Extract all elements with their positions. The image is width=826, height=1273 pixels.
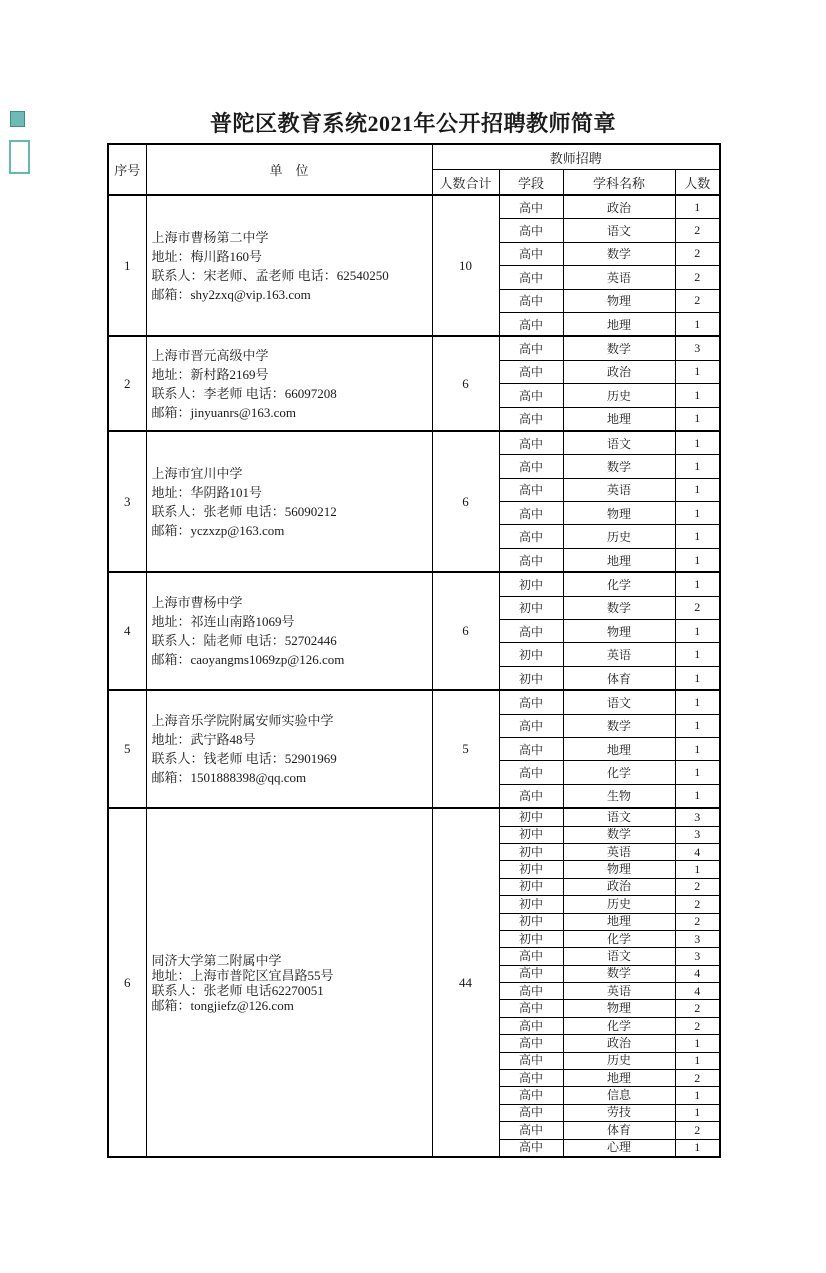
unit-info-line: 上海音乐学院附属安师实验中学	[151, 713, 334, 729]
unit-total: 6	[432, 572, 499, 690]
col-header-recruit-group: 教师招聘	[432, 144, 720, 170]
subject-cell: 数学	[563, 596, 675, 619]
unit-info-line: 同济大学第二附属中学	[151, 952, 282, 968]
stage-cell: 高中	[499, 948, 563, 965]
stage-cell: 高中	[499, 714, 563, 737]
col-header-index: 序号	[108, 144, 146, 195]
stage-cell: 高中	[499, 1035, 563, 1052]
subject-cell: 历史	[563, 1052, 675, 1069]
stage-cell: 初中	[499, 826, 563, 843]
count-cell: 2	[675, 242, 720, 265]
count-cell: 1	[675, 761, 720, 784]
subject-cell: 物理	[563, 502, 675, 525]
unit-info-line: 联系人：陆老师 电话：52702446	[151, 633, 337, 649]
count-cell: 2	[675, 1000, 720, 1017]
stage-cell: 高中	[499, 965, 563, 982]
count-cell: 4	[675, 965, 720, 982]
stage-cell: 初中	[499, 572, 563, 596]
subject-cell: 心理	[563, 1139, 675, 1157]
unit-info-line: 地址：新村路2169号	[151, 366, 269, 382]
subject-cell: 物理	[563, 289, 675, 312]
subject-cell: 政治	[563, 195, 675, 219]
subject-cell: 化学	[563, 1017, 675, 1034]
stage-cell: 高中	[499, 1000, 563, 1017]
table-header	[108, 144, 720, 195]
stage-cell: 初中	[499, 896, 563, 913]
subject-cell: 体育	[563, 1122, 675, 1139]
count-cell: 2	[675, 289, 720, 312]
unit-info-line: 联系人：李老师 电话：66097208	[151, 385, 337, 401]
count-cell: 2	[675, 913, 720, 930]
subject-cell: 政治	[563, 360, 675, 383]
stage-cell: 高中	[499, 983, 563, 1000]
subject-cell: 地理	[563, 407, 675, 431]
unit-info-line: 邮箱：1501888398@qq.com	[151, 770, 307, 786]
subject-cell: 数学	[563, 965, 675, 982]
count-cell: 3	[675, 948, 720, 965]
unit-index: 4	[108, 572, 146, 690]
count-cell: 3	[675, 826, 720, 843]
subject-cell: 地理	[563, 1070, 675, 1087]
stage-cell: 高中	[499, 502, 563, 525]
count-cell: 1	[675, 1035, 720, 1052]
subject-cell: 数学	[563, 455, 675, 478]
subject-cell: 地理	[563, 548, 675, 572]
stage-cell: 高中	[499, 384, 563, 407]
unit-info-line: 地址：上海市普陀区宜昌路55号	[151, 967, 334, 983]
count-cell: 3	[675, 336, 720, 360]
unit-info	[146, 808, 432, 1157]
stage-cell: 高中	[499, 1104, 563, 1121]
stage-cell: 初中	[499, 808, 563, 826]
count-cell: 1	[675, 525, 720, 548]
stage-cell: 高中	[499, 761, 563, 784]
position-row	[108, 195, 720, 219]
subject-cell: 地理	[563, 913, 675, 930]
unit-info-line: 邮箱：caoyangms1069zp@126.com	[151, 652, 345, 668]
table-body	[108, 195, 720, 1157]
stage-cell: 初中	[499, 861, 563, 878]
count-cell: 1	[675, 714, 720, 737]
subject-cell: 英语	[563, 983, 675, 1000]
col-header-unit: 单 位	[146, 144, 432, 195]
count-cell: 2	[675, 1122, 720, 1139]
annotation-stamp-icon	[9, 140, 30, 174]
subject-cell: 生物	[563, 784, 675, 808]
count-cell: 1	[675, 690, 720, 714]
stage-cell: 高中	[499, 478, 563, 501]
count-cell: 1	[675, 1087, 720, 1104]
subject-cell: 语文	[563, 219, 675, 242]
count-cell: 1	[675, 548, 720, 572]
position-row	[108, 808, 720, 826]
count-cell: 2	[675, 219, 720, 242]
col-header-subject: 学科名称	[563, 170, 675, 196]
unit-info-line: 联系人：张老师 电话：56090212	[151, 503, 337, 519]
subject-cell: 历史	[563, 896, 675, 913]
count-cell: 4	[675, 983, 720, 1000]
count-cell: 2	[675, 896, 720, 913]
count-cell: 2	[675, 1070, 720, 1087]
stage-cell: 高中	[499, 1052, 563, 1069]
stage-cell: 高中	[499, 737, 563, 760]
stage-cell: 高中	[499, 312, 563, 336]
unit-info-line: 联系人：钱老师 电话：52901969	[151, 751, 337, 767]
stage-cell: 高中	[499, 1070, 563, 1087]
recruitment-table	[107, 143, 721, 1158]
col-header-count: 人数	[675, 170, 720, 196]
count-cell: 1	[675, 478, 720, 501]
subject-cell: 语文	[563, 690, 675, 714]
subject-cell: 政治	[563, 878, 675, 895]
unit-total: 44	[432, 808, 499, 1157]
stage-cell: 初中	[499, 643, 563, 666]
count-cell: 1	[675, 1052, 720, 1069]
count-cell: 2	[675, 878, 720, 895]
unit-info-line: 上海市曹杨第二中学	[151, 229, 269, 245]
subject-cell: 英语	[563, 843, 675, 860]
count-cell: 1	[675, 643, 720, 666]
annotation-stamp-icon	[10, 111, 25, 127]
count-cell: 4	[675, 843, 720, 860]
stage-cell: 高中	[499, 525, 563, 548]
position-row	[108, 690, 720, 714]
stage-cell: 初中	[499, 930, 563, 947]
subject-cell: 英语	[563, 478, 675, 501]
count-cell: 1	[675, 360, 720, 383]
stage-cell: 高中	[499, 219, 563, 242]
stage-cell: 初中	[499, 913, 563, 930]
unit-info-line: 上海市晋元高级中学	[151, 347, 269, 363]
count-cell: 1	[675, 384, 720, 407]
unit-info	[146, 431, 432, 572]
stage-cell: 高中	[499, 455, 563, 478]
count-cell: 1	[675, 861, 720, 878]
subject-cell: 物理	[563, 1000, 675, 1017]
count-cell: 1	[675, 502, 720, 525]
subject-cell: 英语	[563, 266, 675, 289]
unit-info	[146, 690, 432, 808]
subject-cell: 物理	[563, 861, 675, 878]
unit-info-line: 邮箱：yczxzp@163.com	[151, 522, 285, 538]
unit-total: 5	[432, 690, 499, 808]
count-cell: 1	[675, 312, 720, 336]
position-row	[108, 572, 720, 596]
subject-cell: 数学	[563, 242, 675, 265]
subject-cell: 地理	[563, 312, 675, 336]
subject-cell: 历史	[563, 384, 675, 407]
subject-cell: 数学	[563, 826, 675, 843]
stage-cell: 高中	[499, 620, 563, 643]
unit-total: 6	[432, 336, 499, 431]
stage-cell: 高中	[499, 431, 563, 455]
subject-cell: 语文	[563, 948, 675, 965]
subject-cell: 物理	[563, 620, 675, 643]
count-cell: 1	[675, 407, 720, 431]
unit-info-line: 邮箱：tongjiefz@126.com	[151, 997, 294, 1013]
unit-info-line: 邮箱：jinyuanrs@163.com	[151, 404, 296, 420]
unit-info-line: 联系人：张老师 电话62270051	[151, 982, 324, 998]
col-header-total: 人数合计	[432, 170, 499, 196]
unit-index: 6	[108, 808, 146, 1157]
subject-cell: 语文	[563, 808, 675, 826]
unit-info-line: 邮箱：shy2zxq@vip.163.com	[151, 286, 311, 302]
count-cell: 1	[675, 431, 720, 455]
position-row	[108, 431, 720, 455]
stage-cell: 高中	[499, 195, 563, 219]
position-row	[108, 336, 720, 360]
unit-info-line: 上海市宜川中学	[151, 465, 243, 481]
stage-cell: 高中	[499, 407, 563, 431]
unit-info-line: 联系人：宋老师、孟老师 电话：62540250	[151, 267, 389, 283]
subject-cell: 政治	[563, 1035, 675, 1052]
unit-info-line: 地址：梅川路160号	[151, 248, 263, 264]
count-cell: 3	[675, 808, 720, 826]
subject-cell: 信息	[563, 1087, 675, 1104]
count-cell: 2	[675, 266, 720, 289]
subject-cell: 劳技	[563, 1104, 675, 1121]
stage-cell: 高中	[499, 784, 563, 808]
unit-index: 3	[108, 431, 146, 572]
unit-info-line: 地址：祁连山南路1069号	[151, 614, 295, 630]
subject-cell: 体育	[563, 666, 675, 690]
unit-total: 10	[432, 195, 499, 336]
stage-cell: 高中	[499, 266, 563, 289]
stage-cell: 高中	[499, 1122, 563, 1139]
subject-cell: 地理	[563, 737, 675, 760]
unit-index: 5	[108, 690, 146, 808]
stage-cell: 初中	[499, 878, 563, 895]
count-cell: 2	[675, 1017, 720, 1034]
subject-cell: 数学	[563, 714, 675, 737]
subject-cell: 化学	[563, 572, 675, 596]
stage-cell: 高中	[499, 1139, 563, 1157]
count-cell: 1	[675, 784, 720, 808]
count-cell: 1	[675, 195, 720, 219]
subject-cell: 化学	[563, 930, 675, 947]
col-header-stage: 学段	[499, 170, 563, 196]
unit-info	[146, 336, 432, 431]
unit-total: 6	[432, 431, 499, 572]
count-cell: 1	[675, 1104, 720, 1121]
count-cell: 2	[675, 596, 720, 619]
stage-cell: 初中	[499, 843, 563, 860]
unit-info-line: 地址：武宁路48号	[151, 732, 256, 748]
stage-cell: 高中	[499, 336, 563, 360]
subject-cell: 数学	[563, 336, 675, 360]
unit-info-line: 地址：华阴路101号	[151, 484, 263, 500]
stage-cell: 高中	[499, 548, 563, 572]
count-cell: 1	[675, 1139, 720, 1157]
unit-index: 1	[108, 195, 146, 336]
count-cell: 1	[675, 737, 720, 760]
subject-cell: 化学	[563, 761, 675, 784]
subject-cell: 语文	[563, 431, 675, 455]
count-cell: 1	[675, 666, 720, 690]
subject-cell: 英语	[563, 643, 675, 666]
count-cell: 1	[675, 620, 720, 643]
unit-info-line: 上海市曹杨中学	[151, 595, 243, 611]
stage-cell: 高中	[499, 1087, 563, 1104]
stage-cell: 初中	[499, 666, 563, 690]
unit-index: 2	[108, 336, 146, 431]
count-cell: 1	[675, 455, 720, 478]
stage-cell: 初中	[499, 596, 563, 619]
stage-cell: 高中	[499, 289, 563, 312]
unit-info	[146, 572, 432, 690]
stage-cell: 高中	[499, 1017, 563, 1034]
header-row-top	[108, 144, 720, 170]
stage-cell: 高中	[499, 690, 563, 714]
subject-cell: 历史	[563, 525, 675, 548]
count-cell: 1	[675, 572, 720, 596]
stage-cell: 高中	[499, 360, 563, 383]
page-title: 普陀区教育系统2021年公开招聘教师简章	[209, 111, 616, 136]
unit-info	[146, 195, 432, 336]
stage-cell: 高中	[499, 242, 563, 265]
count-cell: 3	[675, 930, 720, 947]
